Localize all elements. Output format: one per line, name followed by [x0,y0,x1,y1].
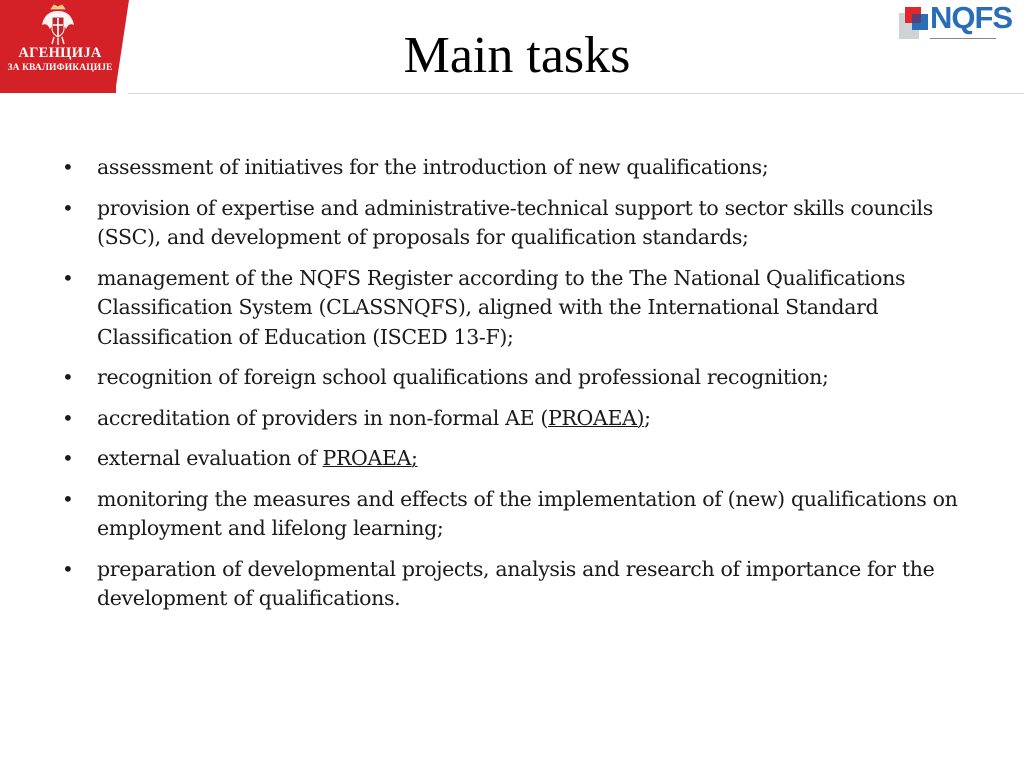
task-item [58,444,988,474]
nqfs-logo-subtitle: ▬▬▬▬▬▬▬▬▬▬▬▬▬▬▬▬▬▬▬▬▬▬ [930,36,996,40]
task-text: management of the NQFS Register according to the The National Qualifications Classification System (CLASSNQFS), aligned with the International Standard Classification of Education (ISCED 13-F); [97,265,906,349]
bullet-icon: • [62,365,74,389]
bullet-icon: • [62,486,74,511]
bullet-icon: • [62,446,74,470]
nqfs-logo [897,0,1021,43]
slide-header [0,0,1024,93]
page-title: Main tasks [403,27,631,84]
agency-name-line1: АГЕНЦИЈА [18,45,102,61]
task-item [58,555,988,614]
bullet-icon: • [62,155,74,179]
task-text: recognition of foreign school qualifications and professional recognition; [97,365,829,389]
nqfs-logo-text: NQFS [930,0,1013,35]
nqfs-logo-mark-icon [897,3,933,41]
task-item [58,194,988,253]
task-text-suffix: ; [644,405,651,430]
task-item [58,153,988,183]
header-divider [128,93,1024,94]
task-item [58,363,988,393]
task-text-prefix: accreditation of providers in non-formal AE ( [97,405,548,430]
task-text: preparation of developmental projects, analysis and research of importance for the development of qualifications. [97,556,935,610]
proaea-link[interactable]: PROAEA; [322,446,418,470]
task-text-prefix: external evaluation of [97,446,323,470]
task-text: assessment of initiatives for the introduction of new qualifications; [97,155,769,179]
task-item [58,485,988,544]
proaea-link[interactable]: PROAEA) [548,405,645,430]
task-item [58,404,988,434]
task-text: monitoring the measures and effects of the implementation of (new) qualifications on employment and lifelong learning; [97,486,958,540]
bullet-icon: • [62,195,74,220]
bullet-icon: • [62,265,74,290]
task-item [58,264,988,353]
bullet-icon: • [62,556,74,581]
task-text: provision of expertise and administrative-technical support to sector skills councils (SSC), and development of proposals for qualification standards; [97,195,933,249]
agency-name-line2: ЗА КВАЛИФИКАЦИЈЕ [7,63,113,73]
task-list [58,153,988,625]
bullet-icon: • [62,405,74,430]
